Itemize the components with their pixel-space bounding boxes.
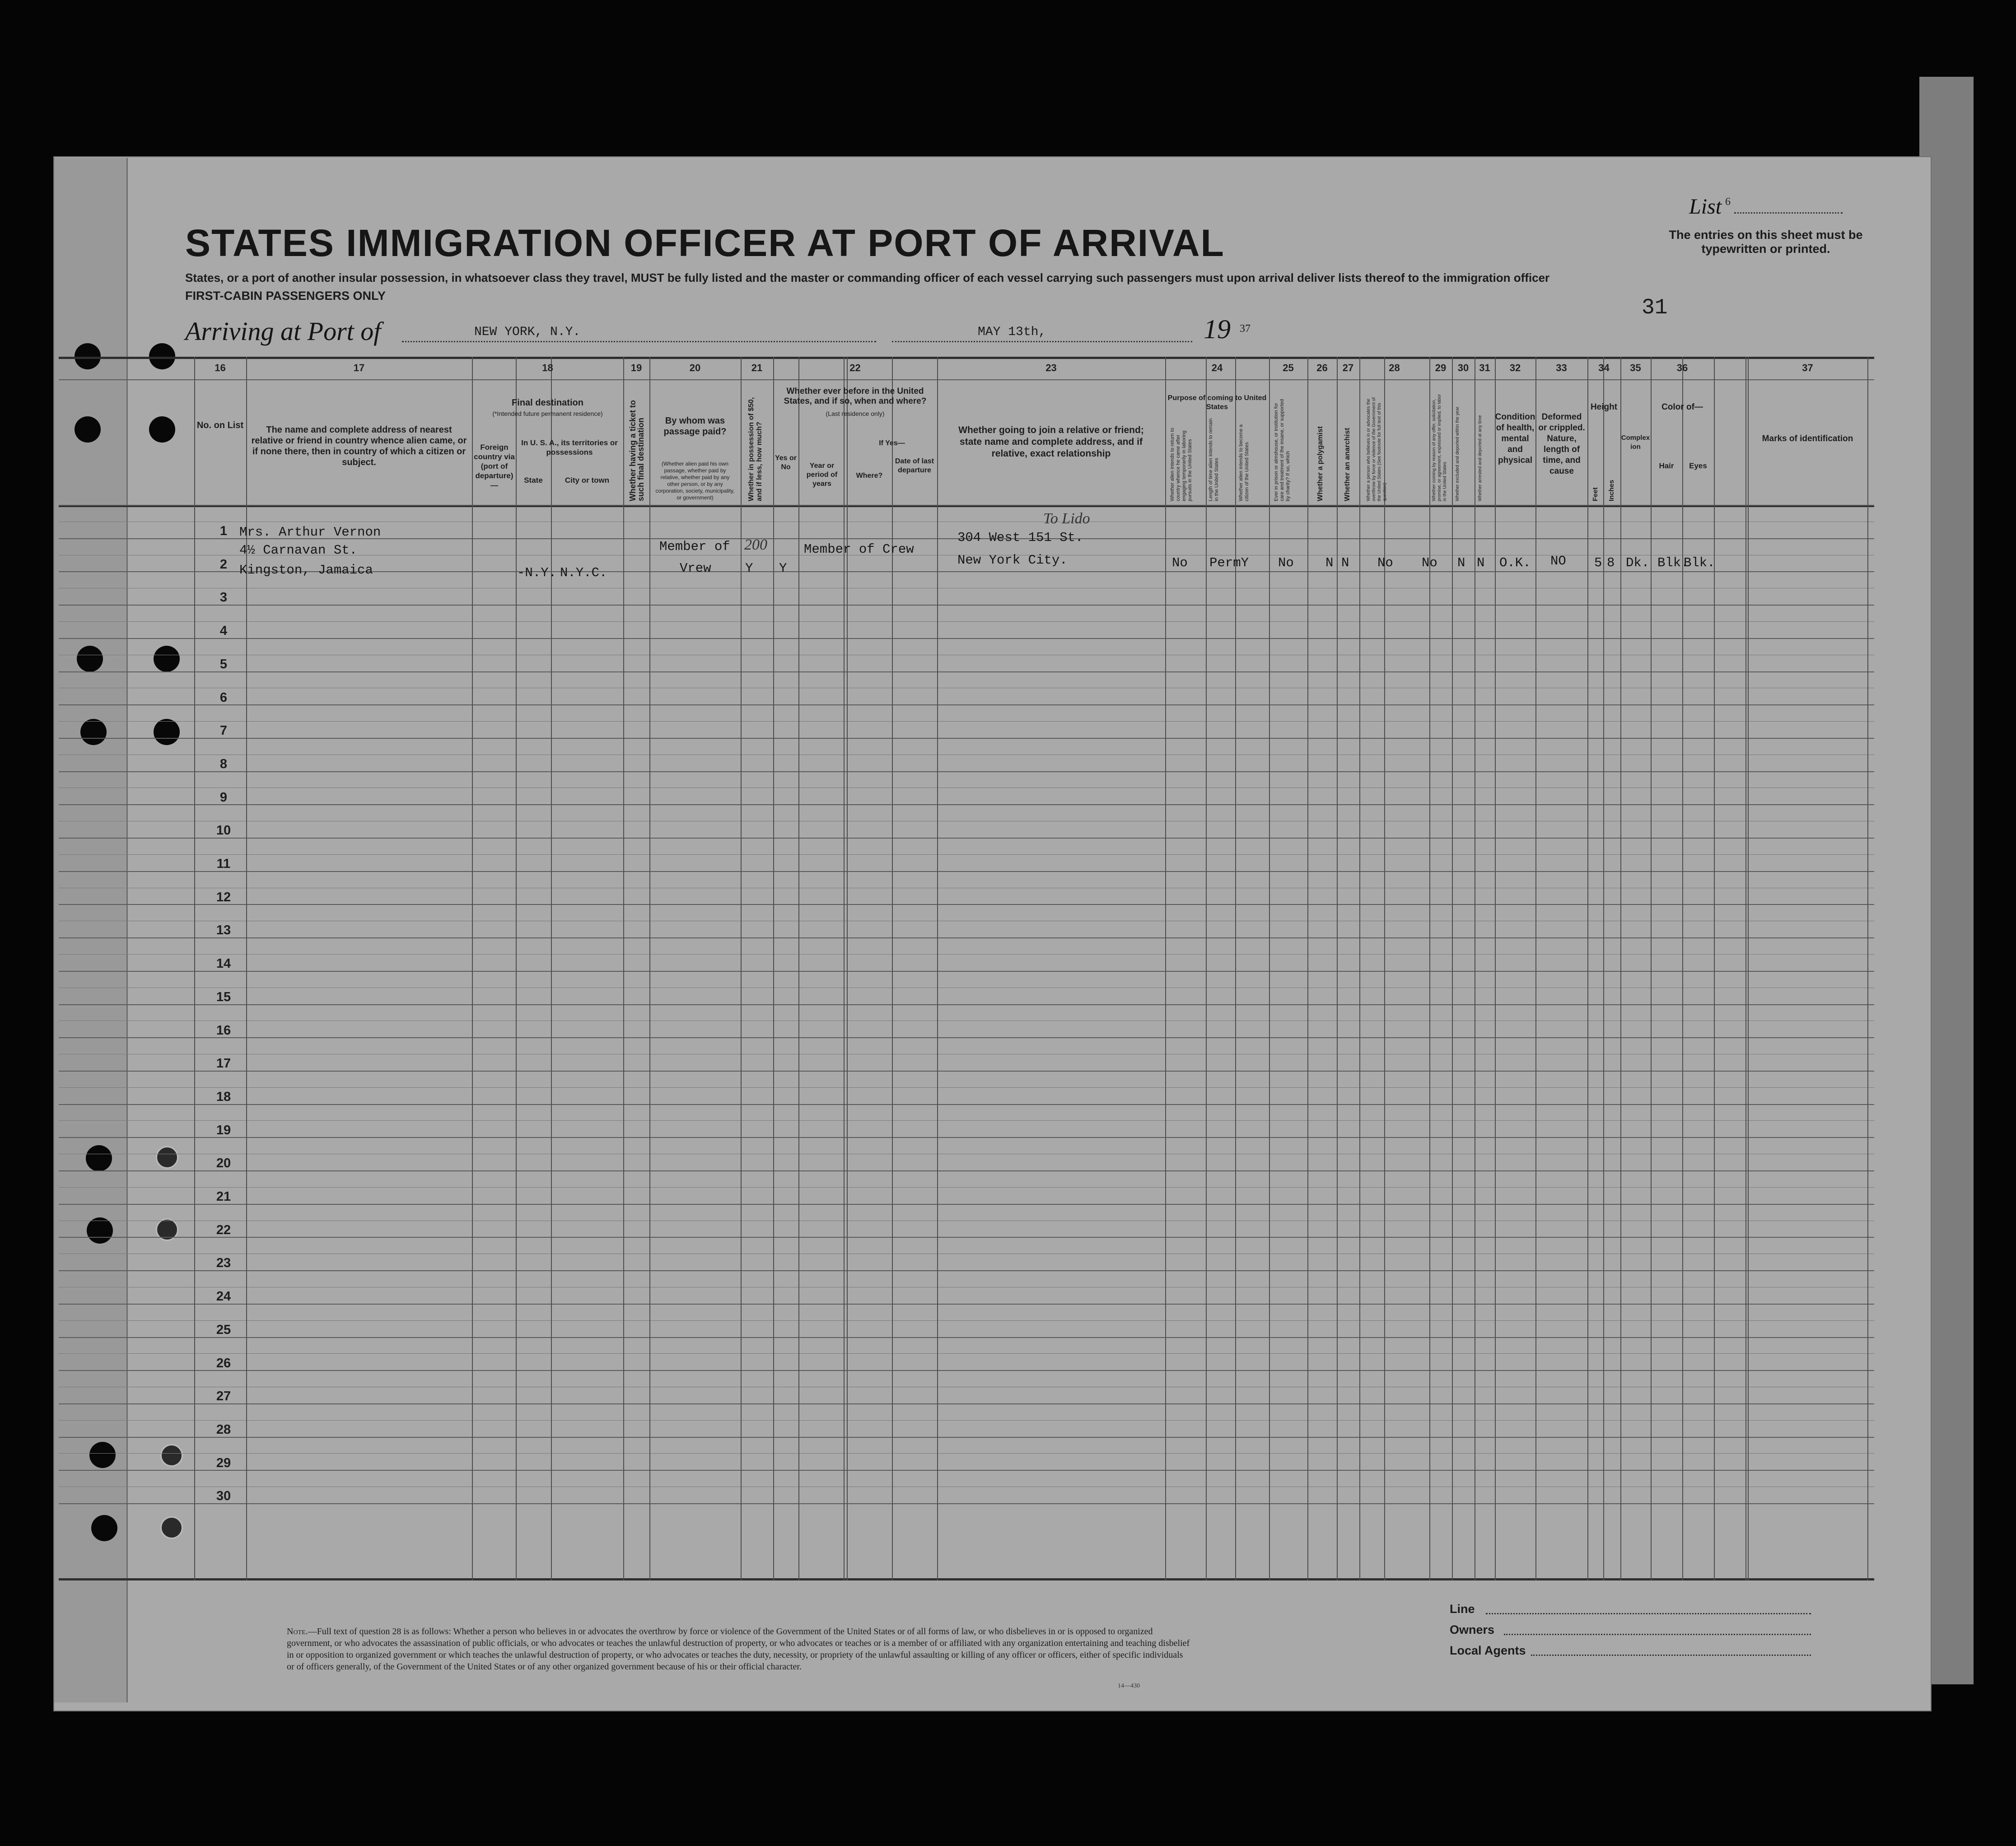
row-rule bbox=[59, 1304, 1874, 1305]
header-no-on-list: No. on List bbox=[196, 420, 244, 430]
row1-join-annotation: To Lido bbox=[1043, 510, 1090, 527]
col-num: 36 bbox=[1676, 362, 1688, 373]
line-label: Line bbox=[1450, 1602, 1475, 1616]
row-half-rule bbox=[59, 854, 1874, 855]
header-eyes: Eyes bbox=[1689, 462, 1707, 470]
row-rule bbox=[59, 1037, 1874, 1038]
row-rule bbox=[59, 1503, 1874, 1504]
col-num: 16 bbox=[215, 362, 226, 373]
row1-relative-line1: Mrs. Arthur Vernon bbox=[239, 525, 381, 540]
header-relative-address: The name and complete address of nearest relative or friend in country whence alien came, or if none there, then in country of which a citizen or subject. bbox=[251, 425, 467, 467]
row-rule bbox=[59, 738, 1874, 739]
row-rule bbox=[59, 804, 1874, 805]
row1-q28: No bbox=[1377, 555, 1393, 570]
row1-anarchist: N bbox=[1341, 555, 1349, 570]
row-rule bbox=[59, 1470, 1874, 1471]
row-number: 15 bbox=[216, 989, 231, 1004]
row-rule bbox=[59, 1337, 1874, 1338]
col-num: 32 bbox=[1509, 362, 1521, 373]
row-number: 12 bbox=[216, 890, 231, 904]
header-where: Where? bbox=[856, 472, 883, 480]
col-num: 29 bbox=[1435, 362, 1447, 373]
row-rule bbox=[59, 904, 1874, 905]
row-rule bbox=[59, 871, 1874, 872]
row1-q29: No bbox=[1422, 555, 1437, 570]
row-rule bbox=[59, 605, 1874, 606]
row-number: 18 bbox=[216, 1089, 231, 1104]
row-number: 6 bbox=[219, 690, 228, 705]
row1-relative-line2: 4½ Carnavan St. bbox=[239, 543, 358, 558]
col-num: 34 bbox=[1598, 362, 1610, 373]
footnote-text: Full text of question 28 is as follows: Whether a person who believes in or advocates the overthrow by force or violence of the Government of the United States or of all forms of law, or who disbelieves in or is opposed to organized government, or who advocates the assassination of public officials, or who advocates or teaches the unlawful destruction of property, or who advocates or teaches or is a member of or affiliated with any organization entertaining and teaching disbelief in or opposition to organized government or which teaches the unlawful destruction of property, or who advocates or teaches the duty, necessity, or propriety of the unlawful assaulting or killing of any officer or officers, either of specific individuals or of officers generally, of the Government of the United States or of any other organized government because of his or their official character. bbox=[287, 1627, 1190, 1672]
row-rule bbox=[59, 505, 1874, 506]
header-q31: Whether arrested and deported at any time bbox=[1478, 415, 1483, 501]
row-rule bbox=[59, 671, 1874, 672]
header-hair: Hair bbox=[1659, 462, 1674, 470]
header-purpose-b: Length of time alien intends to remain in the United States bbox=[1208, 418, 1219, 501]
header-anarchist: Whether an anarchist bbox=[1344, 428, 1351, 501]
header-by-whom-paid: By whom was passage paid? bbox=[663, 416, 727, 437]
col-num: 20 bbox=[689, 362, 701, 373]
row-rule bbox=[59, 1270, 1874, 1271]
row1-polygamist: N bbox=[1325, 555, 1334, 570]
row-number: 22 bbox=[216, 1222, 231, 1237]
row-number: 3 bbox=[219, 590, 228, 605]
row1-q30: N bbox=[1457, 555, 1465, 570]
year-suffix: 37 bbox=[1240, 323, 1251, 335]
row1-paid-annotation: 200 bbox=[744, 536, 767, 553]
row-half-rule bbox=[59, 621, 1874, 622]
row-half-rule bbox=[59, 1187, 1874, 1188]
header-feet: Feet bbox=[1591, 487, 1599, 501]
row1-feet: 5 bbox=[1594, 555, 1602, 570]
list-number: 6 bbox=[1725, 196, 1731, 208]
sheet-number: 31 bbox=[1642, 296, 1668, 320]
col-num: 19 bbox=[630, 362, 642, 373]
row-half-rule bbox=[59, 1353, 1874, 1354]
header-date-departure: Date of last departure bbox=[895, 457, 934, 474]
row-half-rule bbox=[59, 954, 1874, 955]
header-final-destination: Final destination bbox=[512, 398, 583, 408]
row-rule bbox=[59, 638, 1874, 639]
header-year-period: Year or period of years bbox=[806, 462, 838, 488]
row-rule bbox=[59, 971, 1874, 972]
col-num: 25 bbox=[1283, 362, 1294, 373]
row-number: 17 bbox=[216, 1056, 231, 1071]
header-foreign-country: Foreign country via (port of departure)— bbox=[474, 443, 515, 489]
row-rule bbox=[59, 1170, 1874, 1171]
row-rule bbox=[59, 1204, 1874, 1205]
row1-paid-by-line2: Vrew bbox=[680, 561, 711, 576]
row-half-rule bbox=[59, 1453, 1874, 1454]
header-city: City or town bbox=[565, 476, 610, 485]
row1-city: N.Y.C. bbox=[560, 565, 607, 580]
manifest-table bbox=[59, 357, 1874, 1580]
col-num: 30 bbox=[1457, 362, 1469, 373]
row-rule bbox=[59, 1437, 1874, 1438]
row-number: 13 bbox=[216, 923, 231, 938]
header-final-destination-note: (*Intended future permanent residence) bbox=[492, 410, 603, 417]
header-state: State bbox=[524, 476, 543, 485]
row1-state: -N.Y. bbox=[517, 565, 557, 580]
header-condition: Condition of health, mental and physical bbox=[1495, 412, 1535, 465]
header-if-yes: If Yes— bbox=[879, 439, 905, 447]
header-ticket: Whether having a ticket to such final destination bbox=[628, 400, 645, 501]
row1-hair: Blk. bbox=[1657, 555, 1689, 570]
form-instruction: States, or a port of another insular possession, in whatsoever class they travel, MUST be fully listed and the master or commanding officer of each vessel carrying such passengers must upon arrival deliver lists thereof to the immigration officer bbox=[185, 271, 1550, 284]
row1-prison: No bbox=[1278, 555, 1294, 570]
header-height: Height bbox=[1590, 402, 1618, 412]
row-half-rule bbox=[59, 1087, 1874, 1088]
row-number: 26 bbox=[216, 1356, 231, 1371]
header-prison: Ever in prison or almshouse, or institution for care and treatment of the insane, or supported by charity? If so, which bbox=[1274, 399, 1291, 501]
row-number: 30 bbox=[216, 1489, 231, 1504]
list-label: List bbox=[1689, 195, 1722, 219]
row-number: 2 bbox=[219, 557, 228, 572]
row1-returning: No bbox=[1172, 555, 1188, 570]
footnote bbox=[287, 1626, 1190, 1673]
row-number: 24 bbox=[216, 1289, 231, 1304]
header-complexion: Complexion bbox=[1621, 434, 1650, 451]
row-rule bbox=[59, 1403, 1874, 1404]
row-number: 7 bbox=[219, 723, 228, 738]
col-num: 35 bbox=[1630, 362, 1641, 373]
row1-paid-by-line1: Member of bbox=[659, 539, 730, 554]
header-in-usa: In U. S. A., its territories or possessions bbox=[521, 438, 618, 457]
row-number: 25 bbox=[216, 1322, 231, 1337]
row-number: 4 bbox=[219, 624, 228, 639]
date-value: MAY 13th, bbox=[978, 325, 1046, 339]
form-title: STATES IMMIGRATION OFFICER AT PORT OF ARRIVAL bbox=[185, 222, 1225, 264]
header-q30: Whether excluded and deported within the year bbox=[1455, 406, 1460, 501]
row1-deformed: NO bbox=[1550, 554, 1566, 569]
header-q29: Whether coming by reason of any offer, solicitation, promise, or agreement, expressed or implied, to labor in the United States bbox=[1432, 394, 1447, 501]
col-num: 24 bbox=[1211, 362, 1223, 373]
row-number: 19 bbox=[216, 1123, 231, 1137]
col-num: 23 bbox=[1045, 362, 1057, 373]
row1-complexion: Dk. bbox=[1626, 555, 1650, 570]
row-half-rule bbox=[59, 1320, 1874, 1321]
year-prefix: 19 bbox=[1204, 314, 1231, 344]
port-value: NEW YORK, N.Y. bbox=[474, 325, 581, 339]
row1-eyes: Blk. bbox=[1684, 555, 1715, 570]
row-half-rule bbox=[59, 721, 1874, 722]
header-purpose-c: Whether alien intends to become a citizen of the United States bbox=[1238, 424, 1250, 501]
row-number: 8 bbox=[219, 756, 228, 771]
row-number: 23 bbox=[216, 1256, 231, 1271]
row-rule bbox=[59, 1104, 1874, 1105]
header-yes-or-no: Yes or No bbox=[775, 454, 797, 471]
row-rule bbox=[59, 1004, 1874, 1005]
row1-condition: O.K. bbox=[1499, 555, 1531, 570]
row1-inches: 8 bbox=[1607, 555, 1615, 570]
header-deformed: Deformed or crippled. Nature, length of time, and cause bbox=[1538, 412, 1585, 476]
row-number: 20 bbox=[216, 1156, 231, 1171]
row1-possession: Y bbox=[745, 561, 753, 576]
row-number: 21 bbox=[216, 1189, 231, 1204]
header-going-to-join: Whether going to join a relative or friend; state name and complete address, and if relative, exact relationship bbox=[958, 425, 1144, 459]
row1-q31: N bbox=[1477, 555, 1485, 570]
row-number: 10 bbox=[216, 823, 231, 838]
row-number: 14 bbox=[216, 956, 231, 971]
header-purpose-a: Whether alien intends to return to country whence he came after engaging temporarily in laboring pursuits in the United States bbox=[1170, 428, 1193, 501]
header-last-residence: (Last residence only) bbox=[826, 410, 885, 417]
header-q28: Whether a person who believes in or advocates the overthrow by force or violence of the Government of the United States (See footnote for full text of this question) bbox=[1366, 397, 1387, 501]
row-rule bbox=[59, 704, 1874, 705]
row1-join-line1: 304 West 151 St. bbox=[957, 530, 1083, 545]
row-rule bbox=[59, 1370, 1874, 1371]
row-rule bbox=[59, 771, 1874, 772]
col-num: 31 bbox=[1479, 362, 1490, 373]
col-num: 18 bbox=[542, 362, 553, 373]
row-rule bbox=[59, 937, 1874, 938]
row-number: 5 bbox=[219, 657, 228, 671]
header-color-of: Color of— bbox=[1661, 402, 1703, 412]
row-rule bbox=[59, 838, 1874, 839]
col-num: 33 bbox=[1556, 362, 1567, 373]
header-possession-50: Whether in possession of $50, and if less, how much? bbox=[747, 397, 763, 501]
col-num: 22 bbox=[849, 362, 861, 373]
header-by-whom-note: (Whether alien paid his own passage, whether paid by relative, whether paid by any other person, or by any corporation, society, municipality, or government) bbox=[655, 461, 735, 501]
col-num: 26 bbox=[1316, 362, 1328, 373]
arriving-label: Arriving at Port of bbox=[185, 317, 381, 346]
row1-length: PermY bbox=[1209, 555, 1249, 570]
row-half-rule bbox=[59, 1420, 1874, 1421]
row1-ever-where: Member of Crew bbox=[804, 542, 914, 557]
row-number: 28 bbox=[216, 1422, 231, 1437]
form-code: 14—430 bbox=[1118, 1683, 1140, 1689]
row-number: 1 bbox=[219, 524, 228, 538]
header-inches: Inches bbox=[1608, 480, 1615, 501]
local-agents-label: Local Agents bbox=[1450, 1644, 1526, 1657]
col-num: 21 bbox=[751, 362, 763, 373]
owners-label: Owners bbox=[1450, 1623, 1495, 1636]
row-number: 29 bbox=[216, 1455, 231, 1470]
row1-relative-line3: Kingston, Jamaica bbox=[239, 563, 373, 578]
row-number: 9 bbox=[219, 790, 228, 805]
row-rule bbox=[59, 1237, 1874, 1238]
cabin-class-label: FIRST-CABIN PASSENGERS ONLY bbox=[185, 289, 386, 303]
footnote-label: Note.— bbox=[287, 1627, 317, 1636]
header-marks: Marks of identification bbox=[1762, 434, 1853, 443]
row-number: 27 bbox=[216, 1389, 231, 1404]
row1-join-line2: New York City. bbox=[957, 553, 1068, 568]
row1-ever-before: Y bbox=[779, 561, 787, 576]
row-rule bbox=[59, 1071, 1874, 1072]
row-number: 11 bbox=[216, 857, 231, 871]
entries-note: The entries on this sheet must be typewritten or printed. bbox=[1669, 228, 1863, 256]
header-purpose: Purpose of coming to United States bbox=[1167, 394, 1267, 411]
col-num: 17 bbox=[353, 362, 365, 373]
col-num: 37 bbox=[1802, 362, 1813, 373]
row-number: 16 bbox=[216, 1023, 231, 1038]
header-polygamist: Whether a polygamist bbox=[1316, 426, 1324, 501]
col-num: 27 bbox=[1342, 362, 1354, 373]
header-ever-before: Whether ever before in the United States, and if so, when and where? bbox=[784, 387, 927, 406]
col-num: 28 bbox=[1389, 362, 1400, 373]
row-half-rule bbox=[59, 1120, 1874, 1121]
row-rule bbox=[59, 1137, 1874, 1138]
